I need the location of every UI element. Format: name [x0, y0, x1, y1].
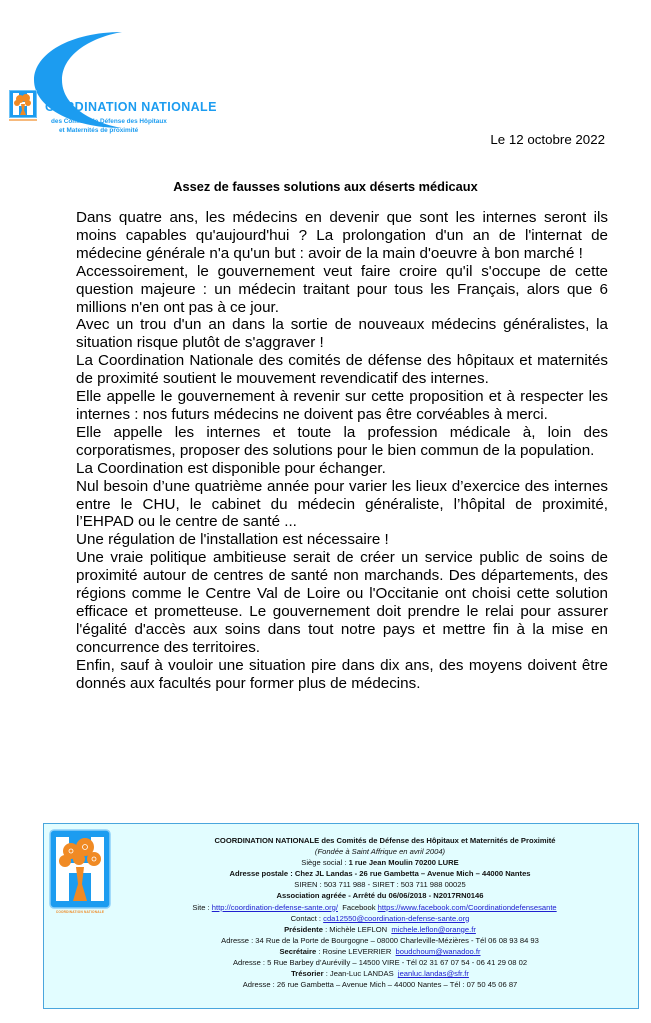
body-paragraph: Nul besoin d’une quatrième année pour varier les lieux d’exercice des internes entre le CHU, le cabinet du médecin généraliste, l’hôpital de proximité, l’EHPAD ou le centre de santé ...	[76, 477, 608, 531]
body-paragraph: Enfin, sauf à vouloir une situation pire dans dix ans, des moyens doivent être donnés aux facultés pour former plus de médecins.	[76, 656, 608, 692]
document-title: Assez de fausses solutions aux déserts médicaux	[173, 179, 478, 194]
footer-siege: Siège social : 1 rue Jean Moulin 70200 LURE	[301, 858, 459, 868]
body-paragraph: Une vraie politique ambitieuse serait de créer un service public de soins de proximité autour de centres de santé non marchands. Des départements, des régions comme le Centre Val de Loire ou l'Occitanie ont choisi cette solution efficace et prometteuse. Le gouvernement doit prendre le relai pour assurer l'égalité d'accès aux soins dans tout notre pays et mettre fin à la mise en concurrence des territoires.	[76, 549, 608, 656]
contact-email-link[interactable]: cda12550@coordination-defense-sante.org	[323, 913, 470, 923]
footer-secretary-address: Adresse : 5 Rue Barbey d’Aurévilly – 14500 VIRE - Tél 02 31 67 07 54 - 06 41 29 08 02	[232, 958, 528, 968]
organization-subtitle	[51, 117, 167, 135]
footer-founded: (Fondée à Saint Affrique en avril 2004)	[314, 847, 446, 857]
document-body	[76, 209, 608, 692]
body-paragraph: Une régulation de l'installation est nécessaire !	[76, 531, 389, 549]
footer-secretary: Secrétaire : Rosine LEVERRIER boudchoum@wanadoo.fr	[279, 946, 481, 956]
body-paragraph: Elle appelle le gouvernement à revenir sur cette proposition et à respecter les internes : nos futurs médecins ne doivent pas être corvéables à merci.	[76, 388, 608, 423]
document-date: Le 12 octobre 2022	[490, 132, 605, 147]
organization-subtitle-line-2: et Maternités de proximité	[59, 127, 139, 134]
body-paragraph: Dans quatre ans, les médecins en devenir que sont les internes seront ils moins capables qu'aujourd'hui ? La prolongation d'un an de l'internat de médecine générale n'a qu'un but : avoir de la main d'oeuvre à bon marché !	[76, 209, 608, 262]
footer-president-address: Adresse : 34 Rue de la Porte de Bourgogne – 08000 Charleville-Mézières - Tél 06 08 93 84 93	[221, 935, 539, 945]
footer-treasurer-address: Adresse : 26 rue Gambetta – Avenue Mich – 44000 Nantes – Tél : 07 50 45 06 87	[242, 980, 518, 990]
footer-logo-caption: COORDINATION NATIONALE	[55, 910, 105, 914]
footer-agreement: Association agréée - Arrêté du 06/06/2018 - N2017RN0146	[276, 891, 484, 901]
facebook-link[interactable]: https://www.facebook.com/Coordinationdefensesante	[377, 902, 557, 912]
body-paragraph: Accessoirement, le gouvernement veut faire croire qu'il s'occupe de cette question majeure : un médecin traitant pour tous les Français, alors que 6 millions n'en ont pas à ce jour.	[76, 262, 608, 316]
footer-treasurer: Trésorier : Jean-Luc LANDAS jeanluc.landas@sfr.fr	[291, 969, 469, 979]
footer-org-name: COORDINATION NATIONALE des Comités de Défense des Hôpitaux et Maternités de Proximité	[214, 836, 556, 845]
footer-contact: Contact : cda12550@coordination-defense-sante.org	[290, 913, 470, 923]
footer-contact-box	[43, 823, 639, 1009]
tree-in-h-emblem-icon	[9, 90, 37, 122]
footer-text	[44, 835, 640, 990]
footer-links: Site : http://coordination-defense-sante.org/ Facebook https://www.facebook.com/Coordinationdefensesante	[192, 902, 557, 912]
footer-siren-siret: SIREN : 503 711 988 - SIRET : 503 711 988 00025	[294, 880, 466, 890]
footer-president: Présidente : Michèle LEFLON michele.leflon@orange.fr	[284, 924, 476, 934]
body-paragraph: Elle appelle les internes et toute la profession médicale à, loin des corporatismes, proposer des solutions pour le bien commun de la population.	[76, 423, 608, 459]
organization-logo	[0, 26, 240, 134]
crescent-logo-icon	[30, 30, 125, 130]
body-paragraph: La Coordination est disponible pour échanger.	[76, 459, 386, 477]
body-paragraph: Avec un trou d'un an dans la sortie de nouveaux médecins généralistes, la situation risque plutôt de s'aggraver !	[76, 316, 608, 352]
president-email-link[interactable]: michele.leflon@orange.fr	[391, 924, 476, 934]
footer-postal-address: Adresse postale : Chez JL Landas - 26 rue Gambetta – Avenue Mich – 44000 Nantes	[229, 869, 531, 879]
organization-subtitle-line-1: des Comités de Défense des Hôpitaux	[51, 118, 167, 125]
treasurer-email-link[interactable]: jeanluc.landas@sfr.fr	[397, 969, 469, 979]
body-paragraph: La Coordination Nationale des comités de défense des hôpitaux et maternités de proximité soutient le mouvement revendicatif des internes.	[76, 352, 608, 388]
organization-name: OORDINATION NATIONALE	[45, 100, 217, 114]
secretary-email-link[interactable]: boudchoum@wanadoo.fr	[395, 946, 481, 956]
website-link[interactable]: http://coordination-defense-sante.org/	[211, 902, 338, 912]
